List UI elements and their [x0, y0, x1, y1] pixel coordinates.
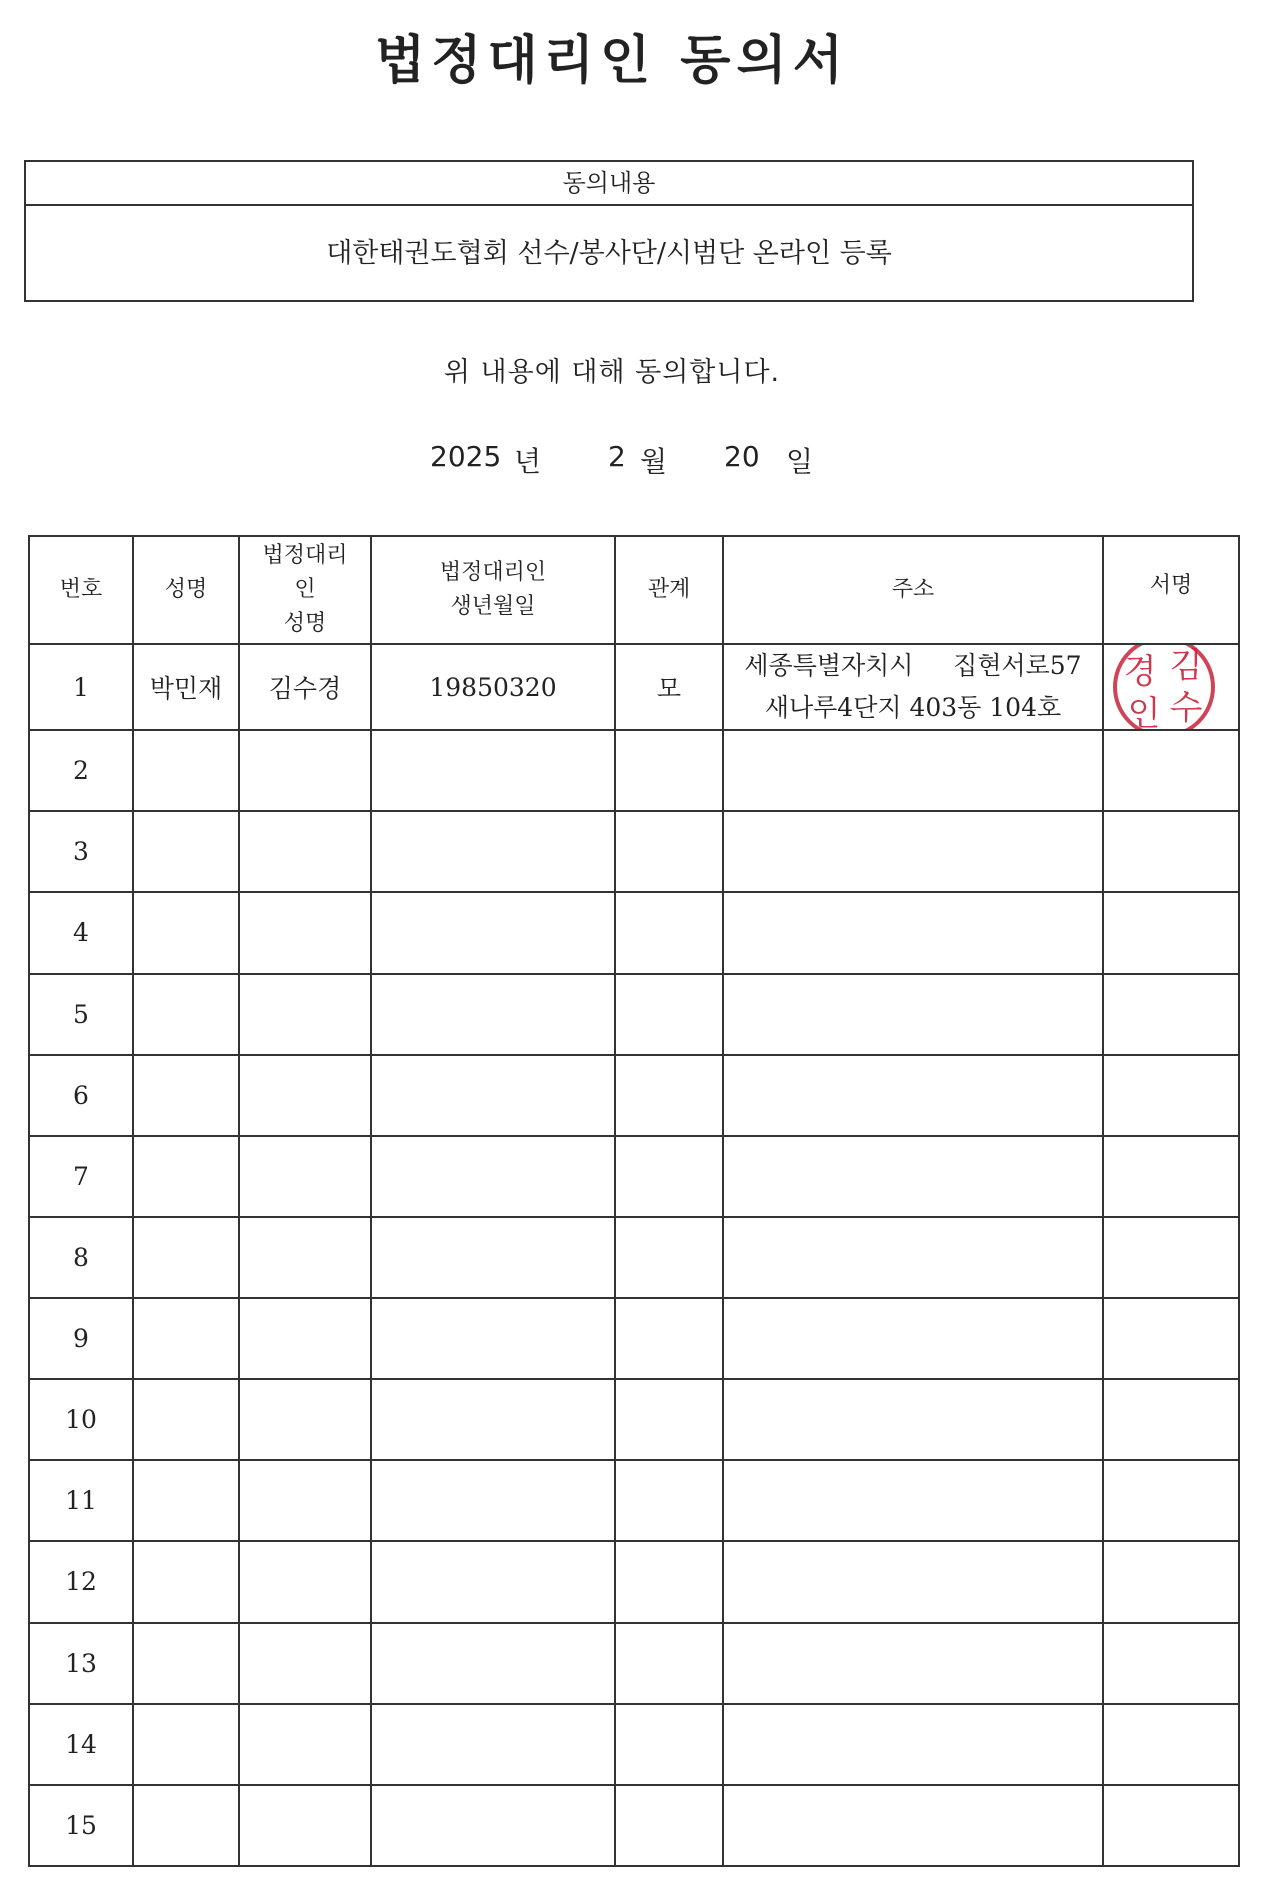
row-relation — [615, 1136, 723, 1217]
row-guardian-name — [239, 1623, 371, 1704]
row-relation — [615, 892, 723, 973]
row-relation — [615, 1379, 723, 1460]
row-signature — [1103, 1704, 1239, 1785]
guardian-consent-table — [28, 535, 1240, 1867]
table-row — [29, 1379, 1239, 1460]
row-signature — [1103, 1623, 1239, 1704]
row-guardian-name — [239, 1704, 371, 1785]
row-signature — [1103, 811, 1239, 892]
header-guardian-birth — [371, 536, 615, 644]
row-name — [133, 1055, 239, 1136]
row-name — [133, 1623, 239, 1704]
row-no: 7 — [29, 1136, 133, 1217]
table-row — [29, 1541, 1239, 1622]
row-guardian-birth — [371, 1704, 615, 1785]
row-relation — [615, 730, 723, 811]
row-no: 15 — [29, 1785, 133, 1866]
row-relation — [615, 1055, 723, 1136]
row-name — [133, 1217, 239, 1298]
row-address — [723, 730, 1103, 811]
row-no: 14 — [29, 1704, 133, 1785]
row-guardian-birth — [371, 1217, 615, 1298]
row-name — [133, 892, 239, 973]
row-no: 2 — [29, 730, 133, 811]
row-name — [133, 1298, 239, 1379]
row-guardian-name — [239, 892, 371, 973]
row-relation — [615, 811, 723, 892]
agreement-statement: 위 내용에 대해 동의합니다. — [443, 357, 781, 388]
table-row — [29, 1136, 1239, 1217]
row-relation — [615, 1623, 723, 1704]
row-relation: 모 — [615, 644, 723, 730]
row-signature — [1103, 974, 1239, 1055]
row-guardian-name: 김수경 — [239, 644, 371, 730]
row-relation — [615, 1541, 723, 1622]
header-guardian-birth-line1: 법정대리인 — [439, 560, 547, 585]
date-day: 20 — [724, 440, 760, 473]
row-signature — [1103, 1136, 1239, 1217]
row-guardian-birth — [371, 811, 615, 892]
consent-content-box — [24, 160, 1194, 302]
row-no: 11 — [29, 1460, 133, 1541]
consent-heading: 동의내용 — [26, 162, 1192, 206]
row-guardian-name — [239, 1298, 371, 1379]
row-relation — [615, 1460, 723, 1541]
table-row — [29, 644, 1239, 730]
row-no: 5 — [29, 974, 133, 1055]
row-relation — [615, 1785, 723, 1866]
row-name — [133, 811, 239, 892]
date-year-unit: 년 — [514, 445, 542, 478]
row-guardian-birth — [371, 1460, 615, 1541]
row-guardian-birth — [371, 1541, 615, 1622]
row-guardian-birth — [371, 1785, 615, 1866]
svg-text:인: 인 — [1127, 694, 1161, 734]
table-row — [29, 1298, 1239, 1379]
row-guardian-name — [239, 730, 371, 811]
document-title: 법정대리인 동의서 — [375, 31, 849, 91]
row-guardian-birth — [371, 1136, 615, 1217]
row-no: 12 — [29, 1541, 133, 1622]
table-row — [29, 1055, 1239, 1136]
row-name — [133, 974, 239, 1055]
row-address — [723, 1217, 1103, 1298]
row-address — [723, 1379, 1103, 1460]
date-month: 2 — [608, 440, 626, 473]
row-guardian-name — [239, 1136, 371, 1217]
row-address — [723, 974, 1103, 1055]
row-no: 4 — [29, 892, 133, 973]
row-guardian-birth — [371, 1298, 615, 1379]
row-address-line1: 세종특별자치시 집현서로57 — [744, 651, 1082, 681]
row-address — [723, 1623, 1103, 1704]
row-name — [133, 1541, 239, 1622]
row-guardian-name — [239, 1541, 371, 1622]
row-guardian-name — [239, 1379, 371, 1460]
table-row — [29, 1460, 1239, 1541]
row-guardian-birth — [371, 1379, 615, 1460]
svg-text:김: 김 — [1169, 646, 1203, 686]
row-guardian-name — [239, 1217, 371, 1298]
row-address — [723, 1541, 1103, 1622]
row-address — [723, 1298, 1103, 1379]
row-signature — [1103, 1055, 1239, 1136]
row-address — [723, 1055, 1103, 1136]
header-relation: 관계 — [615, 536, 723, 644]
row-no: 3 — [29, 811, 133, 892]
row-address — [723, 1785, 1103, 1866]
row-address — [723, 1460, 1103, 1541]
row-relation — [615, 1704, 723, 1785]
row-guardian-birth — [371, 974, 615, 1055]
consent-content: 대한태권도협회 선수/봉사단/시범단 온라인 등록 — [326, 238, 892, 269]
row-no: 8 — [29, 1217, 133, 1298]
row-guardian-birth — [371, 730, 615, 811]
row-address-line2: 새나루4단지 403동 104호 — [764, 693, 1062, 723]
row-address — [723, 892, 1103, 973]
row-no: 10 — [29, 1379, 133, 1460]
row-guardian-name — [239, 1785, 371, 1866]
row-signature — [1103, 1785, 1239, 1866]
row-address — [723, 1704, 1103, 1785]
header-guardian-name-line2: 인 — [294, 577, 316, 602]
row-guardian-name — [239, 974, 371, 1055]
date-day-unit: 일 — [786, 445, 814, 478]
header-name: 성명 — [133, 536, 239, 644]
header-signature: 서명 — [1103, 536, 1239, 644]
table-row — [29, 892, 1239, 973]
table-row — [29, 811, 1239, 892]
row-relation — [615, 1217, 723, 1298]
row-name — [133, 1460, 239, 1541]
table-row — [29, 1217, 1239, 1298]
row-address — [723, 811, 1103, 892]
table-row — [29, 1785, 1239, 1866]
row-signature — [1103, 730, 1239, 811]
row-name — [133, 730, 239, 811]
svg-text:경: 경 — [1123, 652, 1157, 692]
row-relation — [615, 974, 723, 1055]
row-signature — [1103, 1379, 1239, 1460]
row-signature — [1103, 1460, 1239, 1541]
row-name — [133, 1785, 239, 1866]
table-row — [29, 730, 1239, 811]
row-relation — [615, 1298, 723, 1379]
row-guardian-birth: 19850320 — [371, 644, 615, 730]
row-address — [723, 1136, 1103, 1217]
row-signature — [1103, 644, 1239, 734]
row-guardian-name — [239, 1055, 371, 1136]
date-year: 2025 — [430, 440, 502, 473]
row-guardian-name — [239, 811, 371, 892]
date-month-unit: 월 — [640, 445, 668, 478]
header-guardian-name-line3: 성명 — [283, 611, 327, 636]
table-row — [29, 974, 1239, 1055]
row-no: 13 — [29, 1623, 133, 1704]
table-row — [29, 1623, 1239, 1704]
row-signature — [1103, 1217, 1239, 1298]
table-row — [29, 1704, 1239, 1785]
seal-stamp-icon — [1110, 644, 1218, 734]
row-signature — [1103, 1298, 1239, 1379]
row-guardian-birth — [371, 892, 615, 973]
row-name — [133, 1379, 239, 1460]
row-signature — [1103, 1541, 1239, 1622]
row-name — [133, 1704, 239, 1785]
row-guardian-name — [239, 1460, 371, 1541]
row-guardian-birth — [371, 1623, 615, 1704]
row-no: 1 — [29, 644, 133, 730]
row-name — [133, 1136, 239, 1217]
row-signature — [1103, 892, 1239, 973]
row-no: 9 — [29, 1298, 133, 1379]
header-guardian-name-line1: 법정대리 — [262, 543, 348, 568]
header-guardian-name — [239, 536, 371, 644]
row-guardian-birth — [371, 1055, 615, 1136]
table-header-row — [29, 536, 1239, 644]
header-address: 주소 — [723, 536, 1103, 644]
svg-text:수: 수 — [1169, 688, 1203, 728]
row-no: 6 — [29, 1055, 133, 1136]
row-address — [723, 644, 1103, 730]
row-name: 박민재 — [133, 644, 239, 730]
header-guardian-birth-line2: 생년월일 — [450, 594, 536, 619]
header-no: 번호 — [29, 536, 133, 644]
